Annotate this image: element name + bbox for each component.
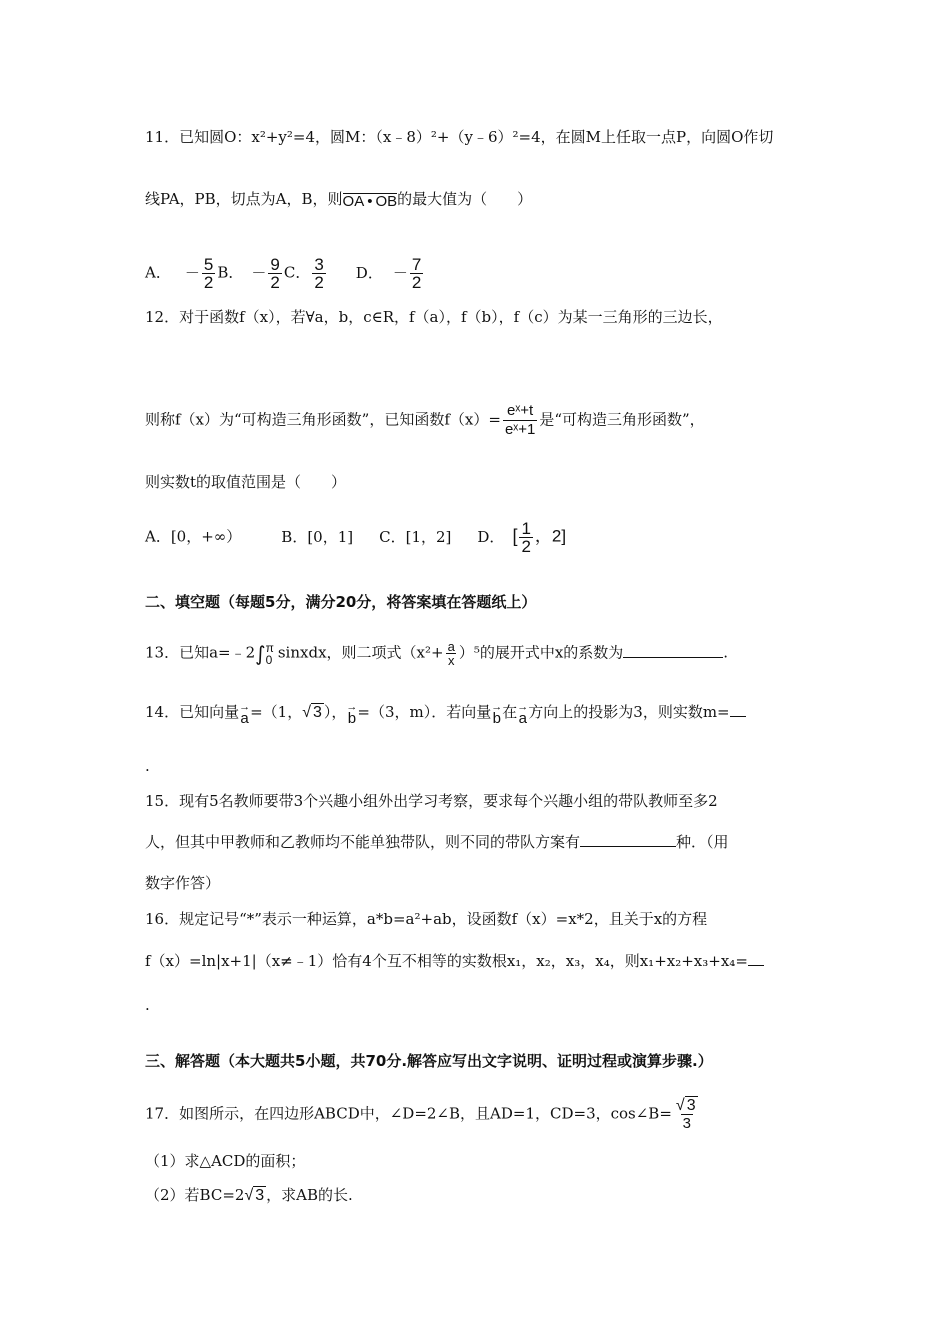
q16-line2: f（x）=ln|x+1|（x≠﹣1）恰有4个互不相等的实数根x₁，x₂，x₃，x₄，则x₁+x₂+x₃+x₄= — [145, 950, 764, 972]
sqrt-3-bc: √ 3 — [244, 1187, 265, 1204]
vector-a-2: → a — [517, 701, 529, 727]
q12-function-fraction: $\frac{\text{eˣ+t}}{\text{eˣ+1}}$ — [504, 402, 536, 438]
q12-options: A．[0，+∞） B．[0，1] C．[1，2] D． [ $\frac{1}{2}$ ，2] — [145, 519, 567, 556]
q12-opt-d-fraction: $\frac{1}{2}$ — [521, 519, 531, 556]
vector-oa: OA • OB — [342, 192, 398, 210]
q14-line: 14．已知向量 → a =（1，√ 3 ）， → b =（3，m）．若向量 → b 在 → a 方向上的投影为3，则实数m= — [145, 701, 746, 725]
q11-opt-c-fraction: $\frac{3}{2}$ — [314, 255, 324, 292]
q15-line2: 人，但其中甲教师和乙教师均不能单独带队，则不同的带队方案有 种．（用 — [145, 833, 729, 851]
q14-dot: . — [145, 757, 150, 775]
q12-line3: 则实数t的取值范围是（ ） — [145, 473, 347, 491]
q13-line: 13．已知a=﹣2∫ π 0 sinxdx，则二项式（x²+ $\frac{a}{x}$ ）⁵的展开式中x的系数为 . — [145, 639, 729, 668]
q15-line3: 数字作答） — [145, 874, 221, 892]
q17-sub1: （1）求△ACD的面积； — [145, 1152, 306, 1170]
q12-line1: 12．对于函数f（x），若∀a，b，c∈R，f（a），f（b），f（c）为某一三角形的三边长， — [145, 308, 723, 326]
q13-fraction: $\frac{a}{x}$ — [447, 639, 455, 668]
q15-answer-blank[interactable] — [580, 832, 676, 847]
q11-options: A． － $\frac{5}{2}$ B． － $\frac{9}{2}$ C． $\frac{3}{2}$ D． － $\frac{7}{2}$ — [145, 255, 422, 292]
q16-line1: 16．规定记号“*”表示一种运算，a*b=a²+ab，设函数f（x）=x*2，且关于x的方程 — [145, 910, 708, 928]
q11-opt-b-fraction: $\frac{9}{2}$ — [270, 255, 280, 292]
vector-b-2: → b — [491, 701, 503, 727]
integral-sign: ∫ — [255, 641, 266, 666]
q11-line2-tail: 的最大值为（ ） — [397, 190, 533, 208]
q16-dot: . — [145, 996, 150, 1014]
q11-opt-a-fraction: $\frac{5}{2}$ — [203, 255, 214, 292]
q13-answer-blank[interactable] — [623, 643, 723, 658]
q17-cos-fraction: $\frac{√ 3}{3}$ — [675, 1097, 696, 1132]
vector-b: → b — [346, 701, 358, 727]
section2-heading: 二、填空题（每题5分，满分20分，将答案填在答题纸上） — [145, 593, 537, 611]
sqrt-3: √ 3 — [302, 704, 322, 721]
q12-line2: 则称f（x）为“可构造三角形函数”，已知函数f（x）= $\frac{\text{eˣ+t}}{\text{eˣ+1}}$ 是“可构造三角形函数”， — [145, 402, 705, 438]
vector-a: → a — [239, 701, 251, 727]
q11-line1: 11．已知圆O：x²+y²=4，圆M：（x﹣8）²+（y﹣6）²=4，在圆M上任取一点P，向圆O作切 — [145, 128, 774, 146]
section3-heading: 三、解答题（本大题共5小题，共70分.解答应写出文字说明、证明过程或演算步骤.） — [145, 1052, 713, 1070]
q11-opt-d-fraction: $\frac{7}{2}$ — [411, 255, 422, 292]
integral-limits: π 0 — [265, 640, 274, 667]
q16-answer-blank[interactable] — [748, 951, 764, 966]
q15-line1: 15．现有5名教师要带3个兴趣小组外出学习考察，要求每个兴趣小组的带队教师至多2 — [145, 792, 718, 810]
q17-line1: 17．如图所示，在四边形ABCD中，∠D=2∠B，且AD=1，CD=3，cos∠B= $\frac{√ 3}{3}$ — [145, 1097, 702, 1132]
q14-answer-blank[interactable] — [730, 702, 746, 717]
q17-sub2: （2）若BC=2√ 3 ，求AB的长. — [145, 1186, 353, 1204]
q11-line2-text: 线PA，PB，切点为A，B，则 — [145, 190, 343, 208]
q11-line2 — [145, 188, 532, 210]
